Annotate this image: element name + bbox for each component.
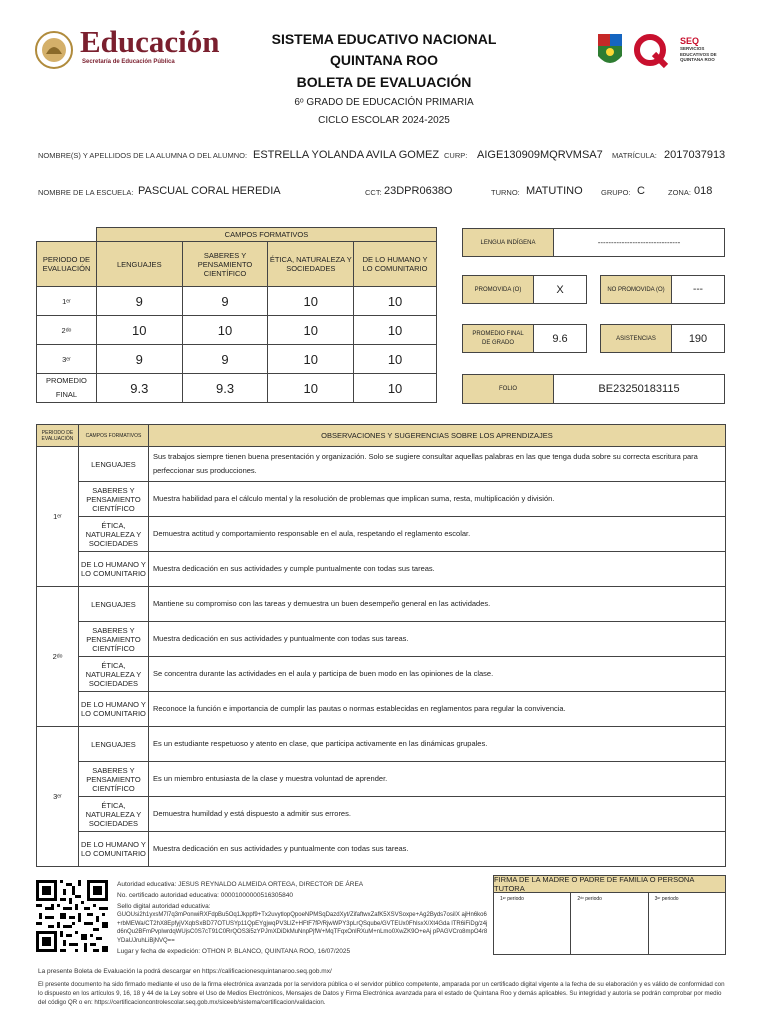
grupo-value: C (637, 185, 645, 197)
grade-cell: 9.3 (182, 374, 268, 403)
obs-row (37, 797, 726, 832)
obs-period-header: PERIODO DE EVALUACIÓN (37, 425, 79, 447)
campos-header: CAMPOS FORMATIVOS (96, 228, 436, 242)
obs-row (37, 552, 726, 587)
promedio-value: 9.6 (533, 324, 587, 353)
firma-periodo-2 (571, 893, 648, 955)
seq-brand: SEQ (680, 36, 700, 46)
obs-text: Muestra dedicación en sus actividades y puntualmente con todas sus tareas. (148, 832, 725, 867)
sep-logo (34, 26, 234, 74)
qr-code (36, 880, 108, 952)
sello-text: GUOUsi2h1yxsM7l7q3mPonwiRXFdpBu5Oq1Jkppf9+Tx2uvytlopQpoeNPMSqDazdXyt/ZifaftwxZafK5XSVSoxpe+Ag2Byds7osiIX ajHn6ko6+rbMEWa/CT2hX8EpfyjVXqbSxBD77OTUSYp11QpEYgjwqPV3LlZ+HFtF7fP/RjwWPY3pLrQSqube/GVTEUx0FhIsxX/Xt4Gda lTR6iFiDg/z4jd6nQu2BFmPvplwrdqWUjsC0S7cT91C0RrQOS3i5zYPJmXDiDkMuNnpPjfW+MqTFqxOnlRXuM+nLmo0XwZK9O+eAj pPAGVCro8mpO4r8YDaUJruhLiBjNVQ== (117, 912, 488, 944)
period-cell: 2ᵈᵒ (37, 316, 97, 345)
zona-label: ZONA: (668, 188, 691, 197)
download-note: La presente Boleta de Evaluación la podrá descargar en https://calificacionesquintanaroo.seq.gob.mx/ (38, 968, 332, 975)
obs-row (37, 692, 726, 727)
firma-box (493, 875, 726, 955)
grade-cell: 10 (268, 287, 354, 316)
obs-campo: DE LO HUMANO Y LO COMUNITARIO (78, 692, 148, 727)
curp-label: CURP: (444, 151, 468, 160)
curp-value: AIGE130909MQRVMSA7 (477, 149, 603, 161)
shield-icon (596, 32, 624, 72)
obs-campo: SABERES Y PENSAMIENTO CIENTÍFICO (78, 622, 148, 657)
student-name: ESTRELLA YOLANDA AVILA GOMEZ (253, 149, 440, 161)
folio-label: FOLIO (462, 374, 554, 404)
seq-subtitle: SERVICIOS EDUCATIVOS DE QUINTANA ROO (680, 46, 717, 62)
obs-header: OBSERVACIONES Y SUGERENCIAS SOBRE LOS APRENDIZAJES (148, 425, 725, 447)
period-cell: 3ᵉʳ (37, 345, 97, 374)
grade-cell: 10 (354, 316, 437, 345)
obs-period-cell: 3ᵉʳ (37, 727, 79, 867)
lengua-label: LENGUA INDÍGENA (462, 228, 554, 257)
grade-cell: 9.3 (96, 374, 182, 403)
obs-row (37, 517, 726, 552)
grades-table (36, 227, 437, 403)
obs-text: Demuestra humildad y está dispuesto a admitir sus errores. (148, 797, 725, 832)
certification-block (117, 880, 489, 956)
observations-table (36, 424, 726, 867)
obs-campo: DE LO HUMANO Y LO COMUNITARIO (78, 552, 148, 587)
grade-cell: 9 (182, 345, 268, 374)
obs-text: Es un miembro entusiasta de la clase y muestra voluntad de aprender. (148, 762, 725, 797)
obs-text: Muestra dedicación en sus actividades y puntualmente con todas sus tareas. (148, 622, 725, 657)
promovida-value: X (533, 275, 587, 304)
obs-row (37, 447, 726, 482)
obs-row (37, 762, 726, 797)
obs-campo: ÉTICA, NATURALEZA Y SOCIEDADES (78, 657, 148, 692)
grade-line: 6ᵒ GRADO DE EDUCACIÓN PRIMARIA (294, 97, 474, 108)
cct-label: CCT: (365, 188, 382, 197)
title-estado: QUINTANA ROO (329, 52, 439, 68)
grade-cell: 10 (268, 316, 354, 345)
grade-cell: 10 (354, 287, 437, 316)
obs-text: Mantiene su compromiso con las tareas y demuestra un buen desempeño general en las actividades. (148, 587, 725, 622)
obs-row (37, 482, 726, 517)
obs-campo: SABERES Y PENSAMIENTO CIENTÍFICO (78, 762, 148, 797)
grade-cell: 10 (268, 374, 354, 403)
obs-text: Se concentra durante las actividades en el aula y participa de buen modo en las opiniones de la clase. (148, 657, 725, 692)
obs-campo: DE LO HUMANO Y LO COMUNITARIO (78, 832, 148, 867)
obs-text: Muestra habilidad para el cálculo mental y la resolución de problemas que implican suma, resta, multiplicación y división. (148, 482, 725, 517)
zona-value: 018 (694, 185, 713, 197)
logo-word: Educación (80, 24, 220, 59)
period-cell: PROMEDIO FINAL (37, 374, 97, 403)
grade-cell: 9 (96, 345, 182, 374)
legal-note: El presente documento ha sido firmado mediante el uso de la firma electrónica avanzada por la servidora pública o el servidor público competente, amparada por un certificado digital vigente a la fecha de su elaboración y es válido de conformidad con lo dispuesto en los artículos 9, 16, 18 y 44 de la Ley sobre el Uso de Medios Electrónicos, Mensajes de Datos y Firma Electrónica avanzada para el estado de Quintana Roo y demás aplicables. Su integridad y autoría se podrán comprobar por medio del código QR o en: https://certificacioncontrolescolar.seq.gob.mx/siceeb/sistema/certificacion/validacion. (38, 981, 725, 1006)
no-promovida-label: NO PROMOVIDA (O) (600, 275, 672, 304)
matricula-value: 2017037913 (664, 149, 726, 161)
obs-row (37, 832, 726, 867)
col-header: ÉTICA, NATURALEZA Y SOCIEDADES (268, 242, 354, 287)
quintana-roo-shield (596, 32, 624, 72)
grade-cell: 10 (96, 316, 182, 345)
cct-value: 23DPR0638O (384, 185, 453, 197)
obs-text: Muestra dedicación en sus actividades y cumple puntualmente con todas sus tareas. (148, 552, 725, 587)
grade-row (37, 316, 437, 345)
mexico-seal-icon (34, 28, 74, 72)
obs-text: Reconoce la función e importancia de cumplir las pautas o normas establecidas en reglamentos para regular la convivencia. (148, 692, 725, 727)
autoridad-text: Autoridad educativa: JESUS REYNALDO ALMEIDA ORTEGA, DIRECTOR DE ÁREA (117, 881, 364, 888)
firma-title: FIRMA DE LA MADRE O PADRE DE FAMILIA O PERSONA TUTORA (494, 876, 725, 893)
lengua-value: ------------------------------- (553, 228, 725, 257)
logo-subtitle: Secretaría de Educación Pública (82, 59, 175, 65)
no-promovida-value: --- (671, 275, 725, 304)
seq-q-icon (632, 32, 670, 70)
obs-row (37, 622, 726, 657)
sello-label: Sello digital autoridad educativa: (117, 903, 211, 910)
grupo-label: GRUPO: (601, 188, 631, 197)
obs-campo: LENGUAJES (78, 727, 148, 762)
grade-cell: 10 (268, 345, 354, 374)
turno-label: TURNO: (491, 188, 520, 197)
obs-campo: LENGUAJES (78, 587, 148, 622)
lugar-fecha-text: Lugar y fecha de expedición: OTHON P. BLANCO, QUINTANA ROO, 16/07/2025 (117, 948, 351, 955)
obs-text: Demuestra actitud y comportamiento responsable en el aula, respetando el reglamento escolar. (148, 517, 725, 552)
grade-cell: 9 (96, 287, 182, 316)
grade-cell: 9 (182, 287, 268, 316)
promedio-label: PROMEDIO FINAL DE GRADO (462, 324, 534, 353)
obs-campos-header: CAMPOS FORMATIVOS (78, 425, 148, 447)
obs-campo: LENGUAJES (78, 447, 148, 482)
obs-campo: ÉTICA, NATURALEZA Y SOCIEDADES (78, 797, 148, 832)
school-label: NOMBRE DE LA ESCUELA: (38, 188, 134, 197)
matricula-label: MATRÍCULA: (612, 151, 657, 160)
period-header: PERIODO DE EVALUACIÓN (37, 242, 97, 287)
grade-row (37, 287, 437, 316)
col-header: SABERES Y PENSAMIENTO CIENTÍFICO (182, 242, 268, 287)
firma-periodo-label: 3ᵉʳ periodo (654, 896, 679, 902)
grade-row-average (37, 374, 437, 403)
folio-value: BE23250183115 (553, 374, 725, 404)
grade-cell: 10 (354, 374, 437, 403)
obs-row (37, 587, 726, 622)
no-certificado-text: No. certificado autoridad educativa: 00001000000516305840 (117, 892, 293, 899)
firma-periodo-label: 2ᵈᵒ periodo (577, 896, 602, 902)
qr-code-icon (36, 880, 108, 952)
obs-row (37, 657, 726, 692)
firma-periodo-1 (494, 893, 571, 955)
seq-logo (632, 32, 732, 72)
turno-value: MATUTINO (526, 185, 583, 197)
asistencias-value: 190 (671, 324, 725, 353)
obs-text: Es un estudiante respetuoso y atento en clase, que participa activamente en las dinámicas grupales. (148, 727, 725, 762)
school-name: PASCUAL CORAL HEREDIA (138, 185, 281, 197)
obs-period-cell: 2ᵈᵒ (37, 587, 79, 727)
cycle-line: CICLO ESCOLAR 2024-2025 (318, 115, 450, 126)
grade-cell: 10 (182, 316, 268, 345)
grade-row (37, 345, 437, 374)
firma-periodo-3 (649, 893, 725, 955)
obs-row (37, 727, 726, 762)
obs-period-cell: 1ᵉʳ (37, 447, 79, 587)
col-header: LENGUAJES (96, 242, 182, 287)
firma-periodo-label: 1ᵉʳ periodo (500, 896, 524, 902)
period-cell: 1ᵉʳ (37, 287, 97, 316)
col-header: DE LO HUMANO Y LO COMUNITARIO (354, 242, 437, 287)
grade-cell: 10 (354, 345, 437, 374)
promovida-label: PROMOVIDA (O) (462, 275, 534, 304)
name-label: NOMBRE(S) Y APELLIDOS DE LA ALUMNA O DEL ALUMNO: (38, 151, 248, 160)
title-boleta: BOLETA DE EVALUACIÓN (296, 74, 472, 90)
obs-campo: ÉTICA, NATURALEZA Y SOCIEDADES (78, 517, 148, 552)
title-sistema: SISTEMA EDUCATIVO NACIONAL (271, 31, 497, 47)
obs-campo: SABERES Y PENSAMIENTO CIENTÍFICO (78, 482, 148, 517)
obs-text: Sus trabajos siempre tienen buena presentación y organización. Solo se sugiere consultar aquellas palabras en las que tenga duda sobre su correcta escritura para perfeccionar sus producciones. (148, 447, 725, 482)
asistencias-label: ASISTENCIAS (600, 324, 672, 353)
